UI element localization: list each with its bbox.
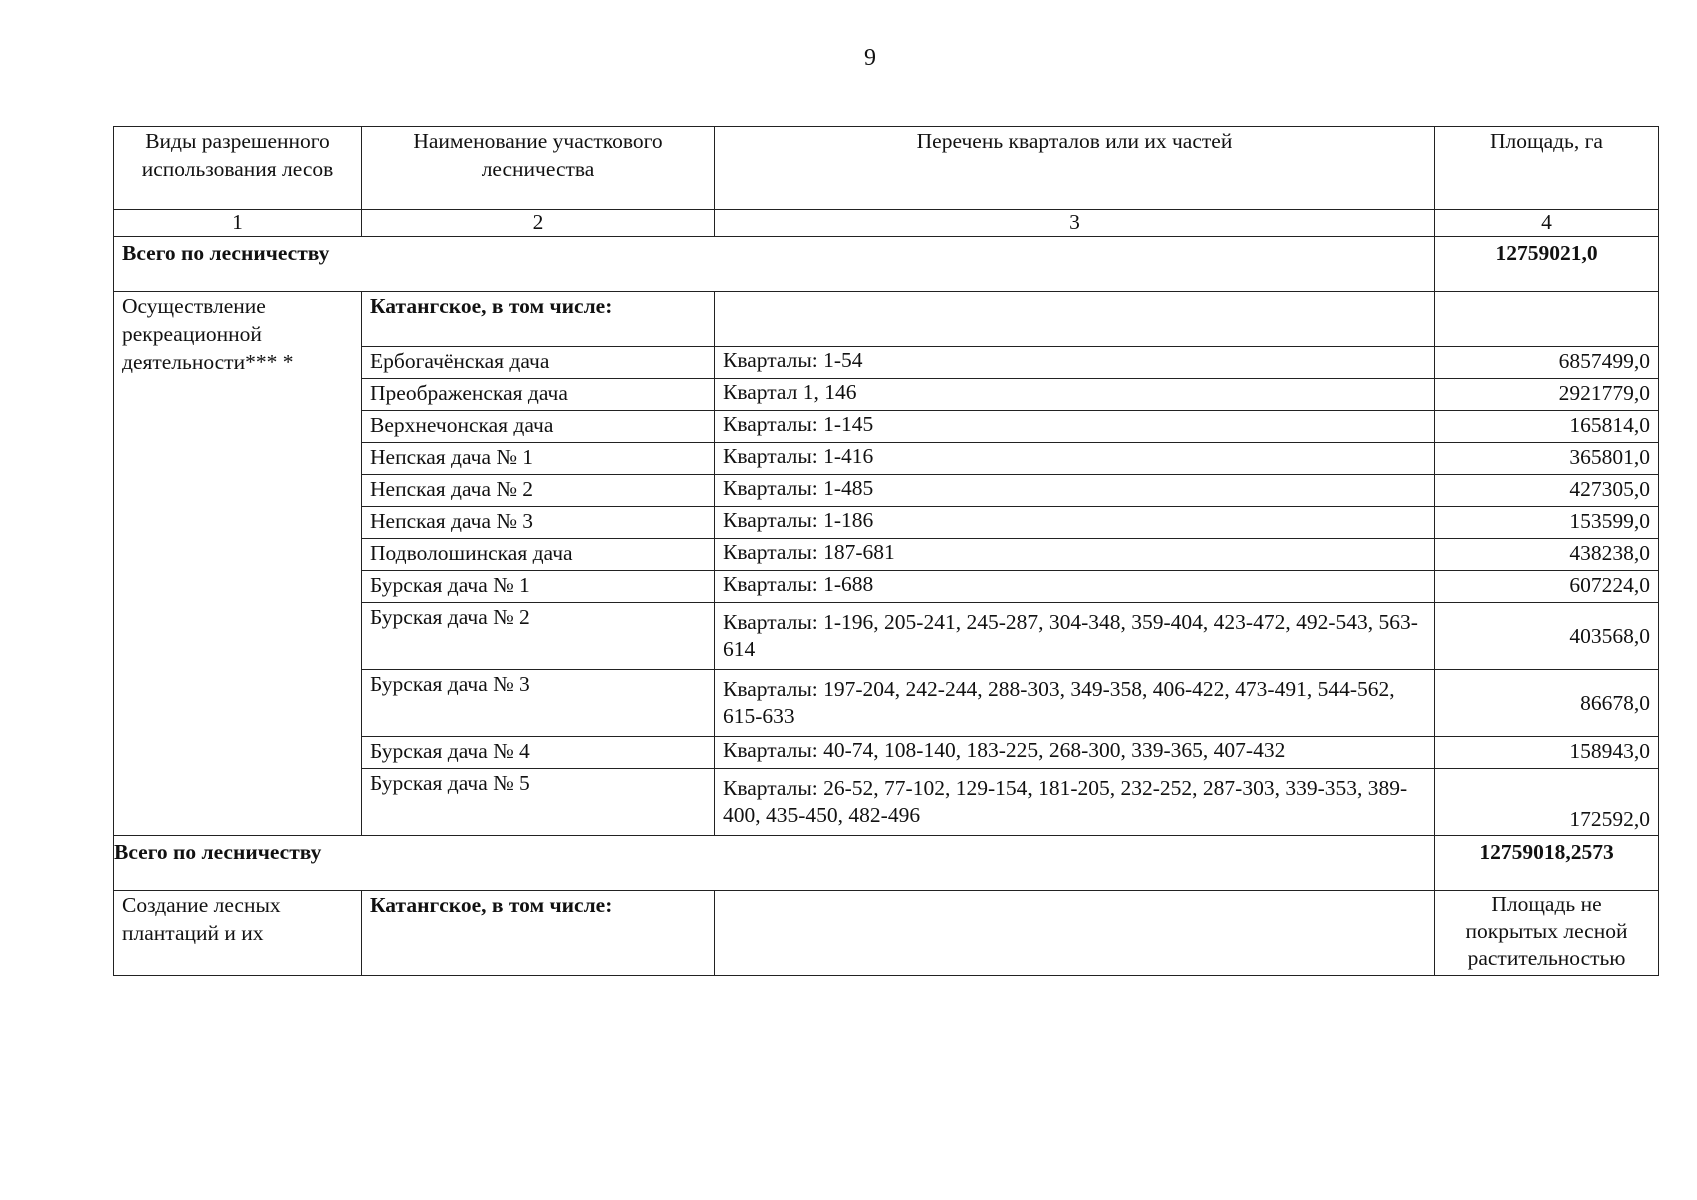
quarters-list: Кварталы: 1-145 <box>715 411 1435 443</box>
total-area: 12759021,0 <box>1435 237 1659 292</box>
header-district-name: Наименование участкового лесничества <box>362 127 715 210</box>
area-value: 438238,0 <box>1435 539 1659 571</box>
total-label: Всего по лесничеству <box>114 836 1435 891</box>
table-header-row <box>114 127 1659 210</box>
empty-cell <box>1435 292 1659 347</box>
forest-dacha-name: Непская дача № 2 <box>362 475 715 507</box>
area-note: Площадь не покрытых лесной растительностью <box>1435 891 1659 976</box>
quarters-list: Кварталы: 187-681 <box>715 539 1435 571</box>
forest-dacha-name: Бурская дача № 5 <box>362 769 715 836</box>
total-row <box>114 836 1659 891</box>
forest-dacha-name: Бурская дача № 3 <box>362 670 715 737</box>
column-number: 3 <box>715 210 1435 237</box>
area-value: 153599,0 <box>1435 507 1659 539</box>
total-area: 12759018,2573 <box>1435 836 1659 891</box>
empty-cell <box>715 891 1435 976</box>
area-value: 365801,0 <box>1435 443 1659 475</box>
quarters-list: Кварталы: 1-688 <box>715 571 1435 603</box>
quarters-list: Квартал 1, 146 <box>715 379 1435 411</box>
area-value: 158943,0 <box>1435 737 1659 769</box>
header-usage-types: Виды разрешенного использования лесов <box>114 127 362 210</box>
area-value: 165814,0 <box>1435 411 1659 443</box>
district-name: Катангское, в том числе: <box>362 292 715 347</box>
quarters-list: Кварталы: 40-74, 108-140, 183-225, 268-300, 339-365, 407-432 <box>715 737 1435 769</box>
forest-dacha-name: Бурская дача № 1 <box>362 571 715 603</box>
forest-dacha-name: Верхнечонская дача <box>362 411 715 443</box>
forest-dacha-name: Преображенская дача <box>362 379 715 411</box>
forest-dacha-name: Бурская дача № 2 <box>362 603 715 670</box>
area-value: 6857499,0 <box>1435 347 1659 379</box>
section-district-row <box>114 292 1659 347</box>
header-area: Площадь, га <box>1435 127 1659 210</box>
column-number: 1 <box>114 210 362 237</box>
area-value: 607224,0 <box>1435 571 1659 603</box>
forest-use-table <box>113 126 1659 976</box>
area-value: 172592,0 <box>1435 769 1659 836</box>
forest-dacha-name: Непская дача № 3 <box>362 507 715 539</box>
area-value: 427305,0 <box>1435 475 1659 507</box>
total-label: Всего по лесничеству <box>114 237 1435 292</box>
usage-category: Создание лесных плантаций и их <box>114 891 362 976</box>
empty-cell <box>715 292 1435 347</box>
column-numbers-row <box>114 210 1659 237</box>
quarters-list: Кварталы: 1-186 <box>715 507 1435 539</box>
usage-category: Осуществление рекреационной деятельности*** * <box>114 292 362 836</box>
quarters-list: Кварталы: 1-416 <box>715 443 1435 475</box>
quarters-list: Кварталы: 1-485 <box>715 475 1435 507</box>
quarters-list: Кварталы: 197-204, 242-244, 288-303, 349-358, 406-422, 473-491, 544-562, 615-633 <box>715 670 1435 737</box>
header-quarters-list: Перечень кварталов или их частей <box>715 127 1435 210</box>
forest-dacha-name: Подволошинская дача <box>362 539 715 571</box>
section-district-row <box>114 891 1659 976</box>
forest-dacha-name: Ербогачёнская дача <box>362 347 715 379</box>
quarters-list: Кварталы: 1-196, 205-241, 245-287, 304-348, 359-404, 423-472, 492-543, 563-614 <box>715 603 1435 670</box>
forest-dacha-name: Непская дача № 1 <box>362 443 715 475</box>
area-value: 86678,0 <box>1435 670 1659 737</box>
quarters-list: Кварталы: 1-54 <box>715 347 1435 379</box>
district-name: Катангское, в том числе: <box>362 891 715 976</box>
area-value: 403568,0 <box>1435 603 1659 670</box>
quarters-list: Кварталы: 26-52, 77-102, 129-154, 181-205, 232-252, 287-303, 339-353, 389-400, 435-450, 482-496 <box>715 769 1435 836</box>
area-value: 2921779,0 <box>1435 379 1659 411</box>
page-number: 9 <box>864 45 876 71</box>
total-row <box>114 237 1659 292</box>
column-number: 4 <box>1435 210 1659 237</box>
column-number: 2 <box>362 210 715 237</box>
forest-dacha-name: Бурская дача № 4 <box>362 737 715 769</box>
